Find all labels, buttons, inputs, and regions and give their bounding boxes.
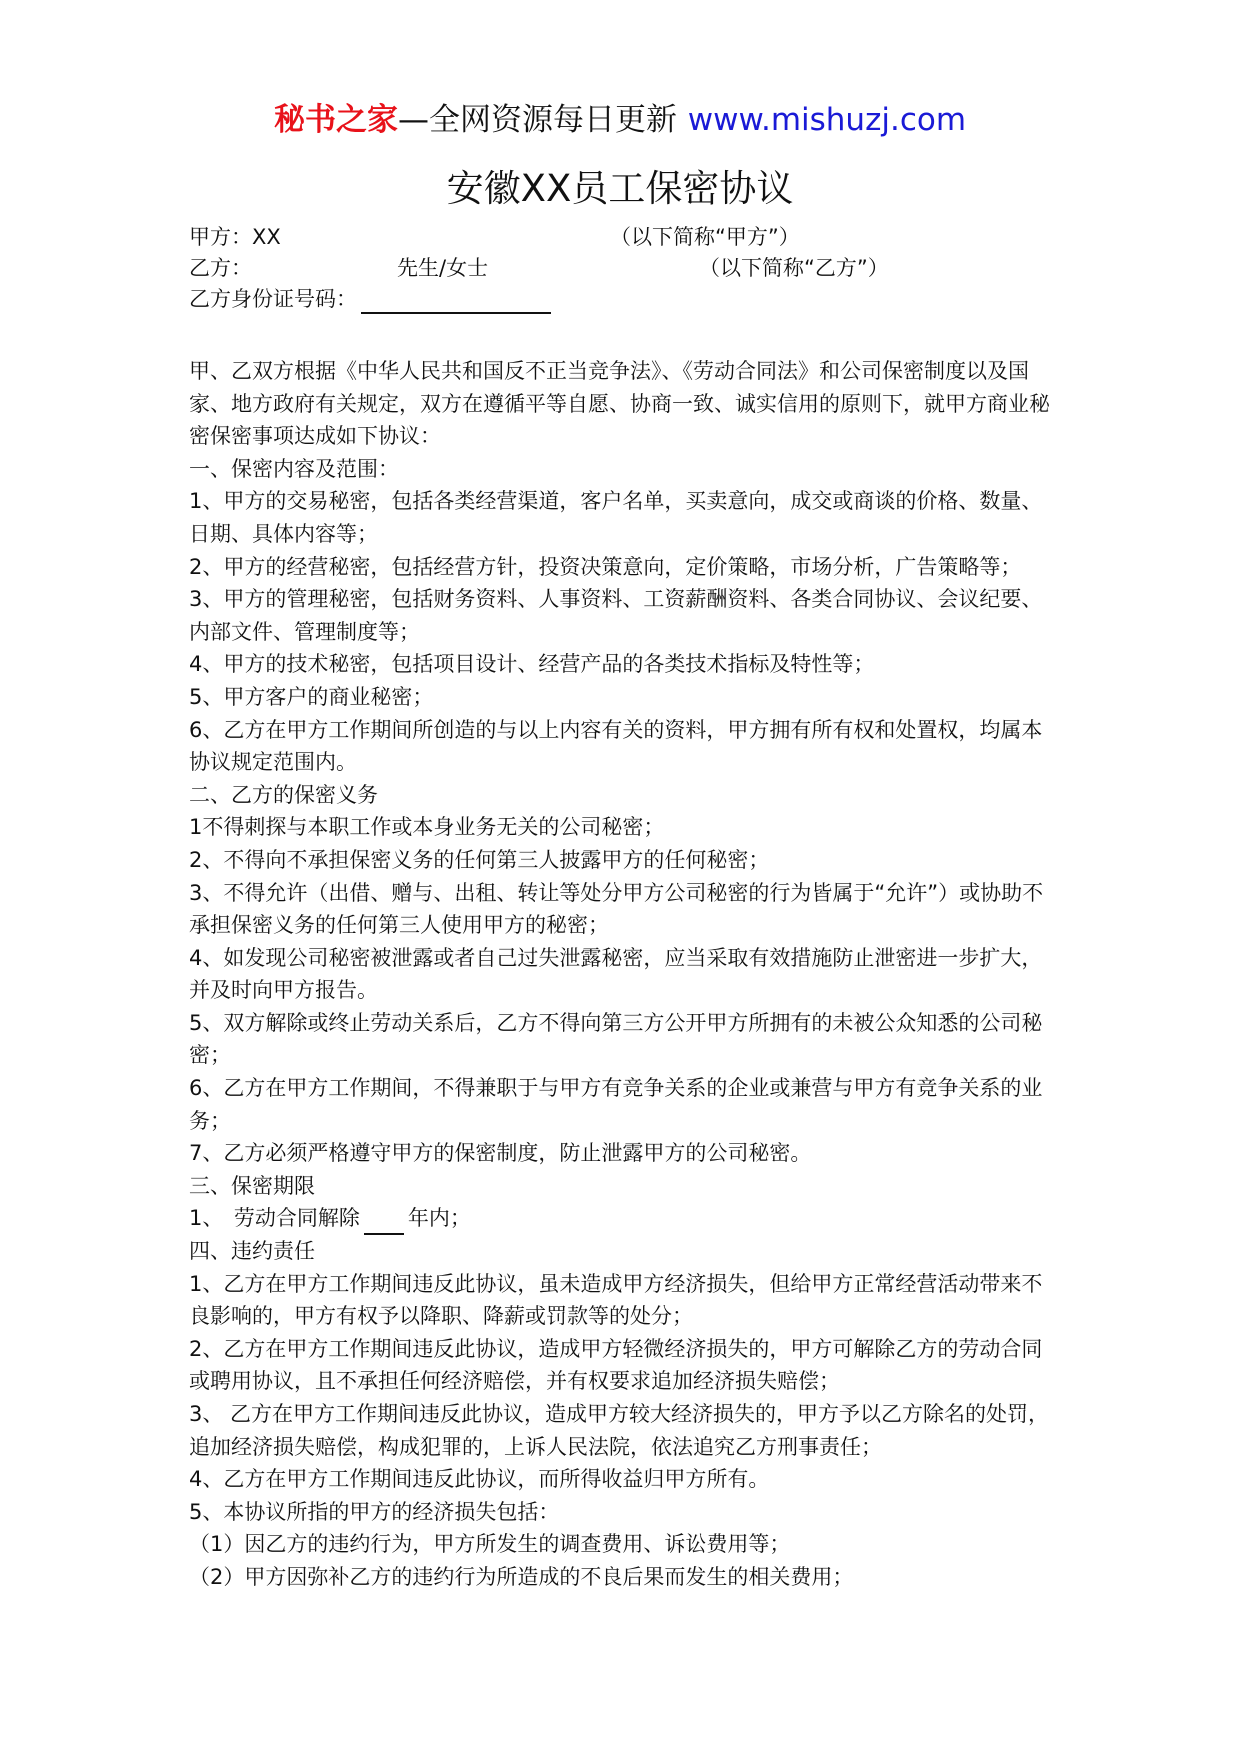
clause: 1、乙方在甲方工作期间违反此协议，虽未造成甲方经济损失，但给甲方正常经营活动带来不良影响的，甲方有权予以降职、降薪或罚款等的处分； [189,1271,1043,1329]
section-heading: 二、乙方的保密义务 [189,782,378,807]
section-heading: 三、保密期限 [189,1173,315,1198]
clause: 1不得刺探与本职工作或本身业务无关的公司秘密； [189,815,665,840]
party-b-id-label: 乙方身份证号码： [189,287,357,311]
clause: 2、甲方的经营秘密，包括经营方针，投资决策意向，定价策略，市场分析，广告策略等； [189,554,1022,579]
party-b-title: 先生/女士 [397,256,489,280]
years-blank [364,1213,404,1235]
clause: 3、甲方的管理秘密，包括财务资料、人事资料、工资薪酬资料、各类合同协议、会议纪要、内部文件、管理制度等； [189,587,1043,644]
clause: 4、如发现公司秘密被泄露或者自己过失泄露秘密，应当采取有效措施防止泄密进一步扩大，并及时向甲方报告。 [189,945,1043,1003]
party-b-note: （以下简称“乙方”） [699,256,889,280]
clause: 5、本协议所指的甲方的经济损失包括： [189,1499,560,1524]
term-text-prefix: 1、 劳动合同解除 [189,1206,360,1231]
sub-clause: （1）因乙方的违约行为，甲方所发生的调查费用、诉讼费用等； [189,1532,791,1557]
section-heading: 一、保密内容及范围： [189,456,399,481]
agreement-body [189,355,1057,1594]
clause: 4、乙方在甲方工作期间违反此协议，而所得收益归甲方所有。 [189,1467,770,1492]
clause: 5、双方解除或终止劳动关系后，乙方不得向第三方公开甲方所拥有的未被公众知悉的公司秘密； [189,1010,1043,1068]
document-title: 安徽XX员工保密协议 [446,167,794,210]
banner-brand: 秘书之家 [273,102,398,138]
clause: 6、乙方在甲方工作期间，不得兼职于与甲方有竞争关系的企业或兼营与甲方有竞争关系的业务； [189,1076,1043,1133]
clause: 5、甲方客户的商业秘密； [189,684,434,709]
clause: 6、乙方在甲方工作期间所创造的与以上内容有关的资料，甲方拥有所有权和处置权，均属本协议规定范围内。 [189,717,1043,775]
clause: 2、乙方在甲方工作期间违反此协议，造成甲方轻微经济损失的，甲方可解除乙方的劳动合同或聘用协议，且不承担任何经济赔偿，并有权要求追加经济损失赔偿； [189,1336,1043,1394]
term-text-suffix: 年内； [407,1206,471,1231]
clause: 3、不得允许（出借、赠与、出租、转让等处分甲方公司秘密的行为皆属于“允许”）或协助不承担保密义务的任何第三人使用甲方的秘密； [189,880,1044,938]
clause: 4、甲方的技术秘密，包括项目设计、经营产品的各类技术指标及特性等； [189,652,875,677]
clause-term [189,1202,1057,1235]
site-banner [0,100,1240,140]
clause: 7、乙方必须严格遵守甲方的保密制度，防止泄露甲方的公司秘密。 [189,1141,812,1166]
clause: 3、 乙方在甲方工作期间违反此协议，造成甲方较大经济损失的，甲方予以乙方除名的处罚，追加经济损失赔偿，构成犯罪的，上诉人民法院，依法追究乙方刑事责任； [189,1402,1050,1459]
clause: 2、不得向不承担保密义务的任何第三人披露甲方的任何秘密； [189,847,770,872]
section-heading: 四、违约责任 [189,1239,315,1264]
id-number-blank [361,290,551,314]
intro-paragraph: 甲、乙双方根据《中华人民共和国反不正当竞争法》、《劳动合同法》和公司保密制度以及国家、地方政府有关规定，双方在遵循平等自愿、协商一致、诚实信用的原则下，就甲方商业秘密保密事项达成如下协议： [189,359,1050,449]
clause: 1、甲方的交易秘密，包括各类经营渠道，客户名单，买卖意向，成交或商谈的价格、数量、日期、具体内容等； [189,489,1043,546]
party-b-label: 乙方： [189,256,252,280]
party-a-label: 甲方：XX [189,225,281,249]
banner-slogan: —全网资源每日更新 [397,102,677,138]
sub-clause: （2）甲方因弥补乙方的违约行为所造成的不良后果而发生的相关费用； [189,1564,854,1589]
party-a-note: （以下简称“甲方”） [610,225,800,249]
banner-url-link[interactable]: www.mishuzj.com [687,102,967,138]
